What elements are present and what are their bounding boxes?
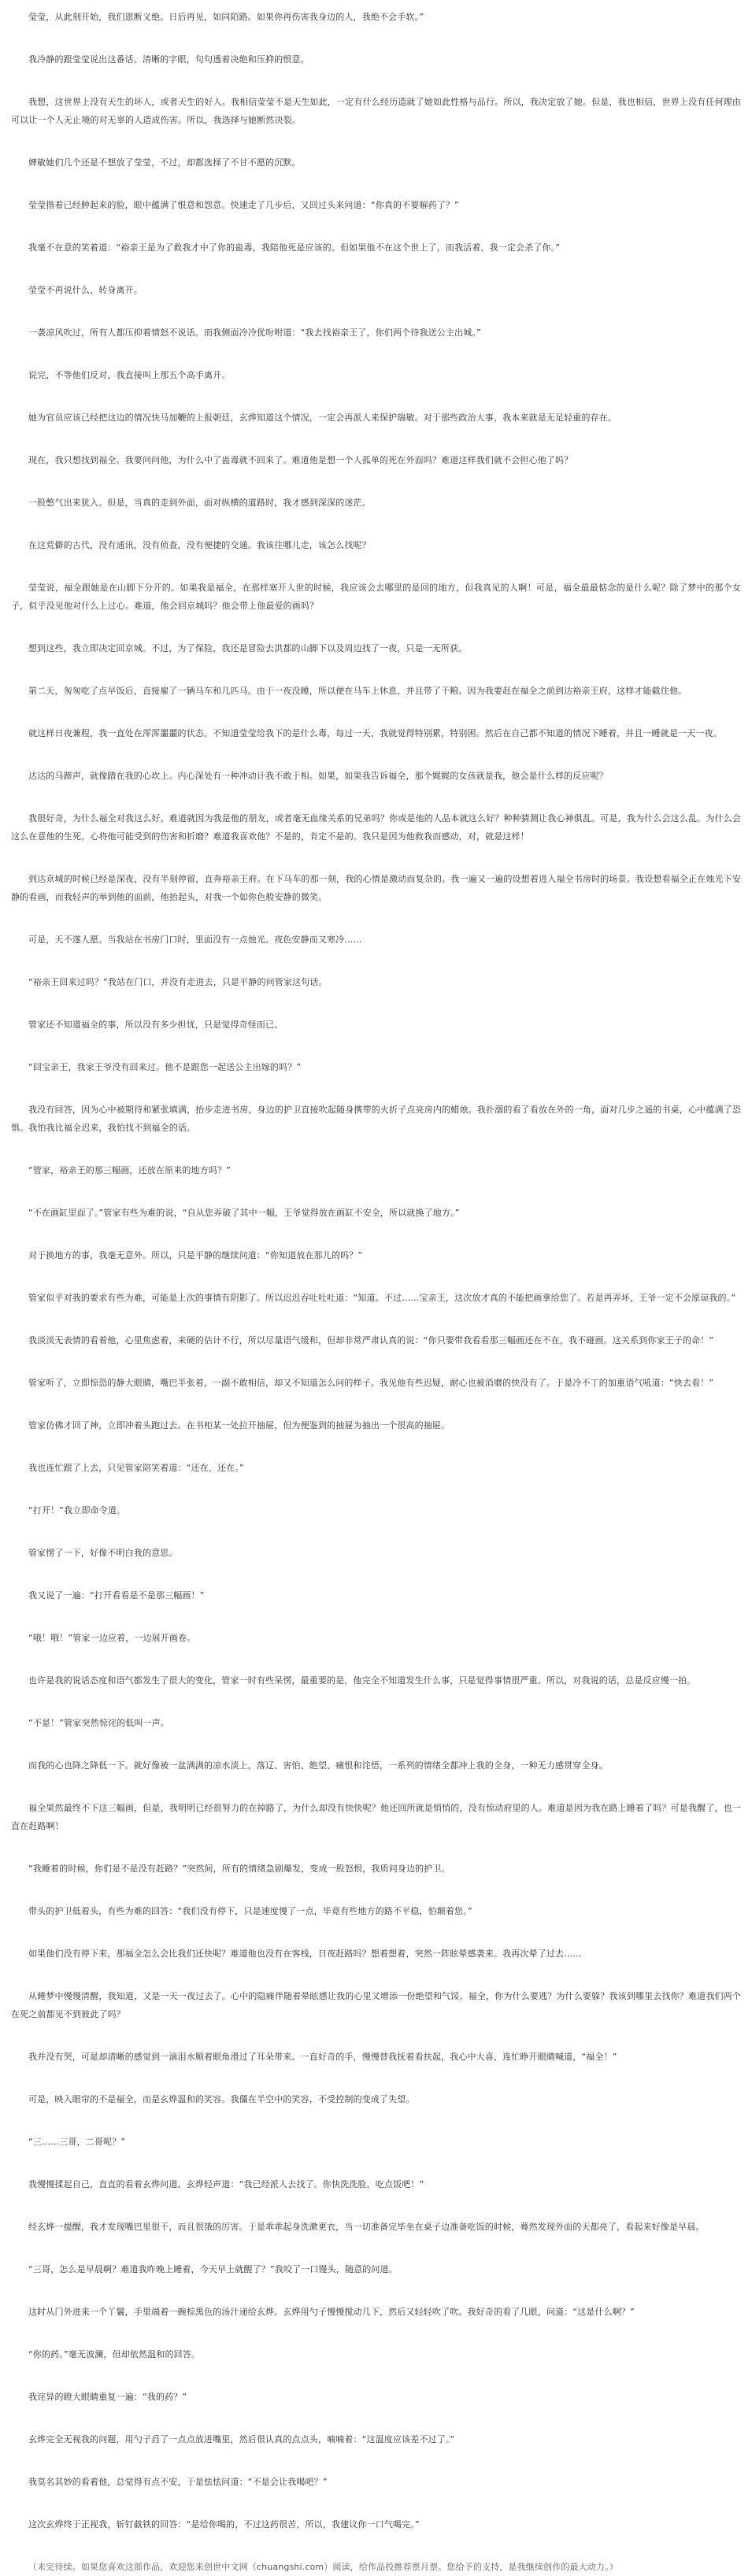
paragraph: 我并没有哭，可是却清晰的感觉到一滴泪水顺着眼角滑过了耳朵带来。一直好奇的手，慢慢替我抚着看扶起，我心中大喜，连忙睁开眼睛喊道，“福全！”: [28, 2052, 617, 2062]
paragraph: 我莫名其妙的看着他，总觉得有点不安，于是怯怯问道：“不是会让我喝吧？”: [28, 2477, 328, 2487]
paragraph: 达达的马蹄声，就像踏在我的心坎上。内心深处有一种冲动计我不敢于相。如果，如果我告诉福全，那个娓娓的女孩就是我，他会是什么样的反应呢？: [28, 771, 608, 781]
paragraph: 管家听了，立即惊恐的静大眼睛，嘴巴半张着，一副不敢相信，却又不知道怎么问的样子。我见他有些迟疑，耐心也被消磨的快没有了。于是冷不丁的加重语气吼道：“快去看！”: [28, 1378, 714, 1388]
paragraph: 莹莹，从此刻开始，我们恩断义绝。日后再见，如同陌路。如果你再伤害我身边的人，我绝不会手软。”: [28, 12, 424, 22]
paragraph: 我想，这世界上没有天生的坏人，或者天生的好人。我相信莹莹不是天生如此，一定有什么经历造就了她如此性格与品行。所以，我决定放了她。但是，我也相信，世界上没有任何理由可以让一个人无止境的对无辜的人造成伤害。所以，我选择与她断然决裂。: [11, 97, 741, 125]
paragraph: 现在，我只想找到福全。我要问问他，为什么中了蛊毒就不回来了。难道他是想一个人孤单的死在外面吗？难道这样我们就不会担心他了吗？: [28, 455, 573, 465]
paragraph: 从睡梦中慢慢清醒，我知道，又是一天一夜过去了。心中的隐痛伴随着晕眩感让我的心里又增添一份绝望和气馁。福全，你为什么要逃？为什么要躲？我该到哪里去找你？难道我们两个在死之前都见不到彼此了吗？: [11, 1991, 741, 2019]
paragraph: “哦！哦！”管家一边应着，一边展开画卷。: [28, 1633, 196, 1643]
paragraph: 一股憋气出来犹入。但是，当真的走到外面，面对纵横的道路时，我才感到深深的迷茫。: [28, 498, 371, 508]
paragraph: 莹莹不再说什么，转身离开。: [28, 285, 143, 295]
paragraph: 经玄烨一提醒，我才发现嘴巴里很干，而且很饿的厉害。于是乖乖起身洗漱更衣，当一切准备完毕坐在桌子边准备吃饭的时候，蓦然发现外面的天都亮了，看起来好像是早晨。: [28, 2222, 705, 2232]
paragraph: 我也连忙跟了上去，只见管家陪笑着道：“还在，还在。”: [28, 1463, 244, 1473]
paragraph: 我冷静的跟莹莹说出这番话。清晰的字眼，句句透着决绝和压抑的恨意。: [28, 54, 309, 65]
paragraph: “不是！”管家突然惊诧的低叫一声。: [28, 1718, 169, 1728]
paragraph: “回宝亲王，我家王爷没有回来过。他不是跟您一起送公主出嫁的吗？”: [28, 1062, 302, 1072]
paragraph: 一袭凉风吹过，所有人都压抑着情怒不说话。而我侧面冷冷优吩咐道：“我去找裕亲王了，你们两个待我送公主出城。”: [28, 328, 481, 338]
paragraph: 对于换地方的事，我毫无意外。所以，只是平静的继续问道：“你知道放在那儿的吗？”: [28, 1250, 363, 1260]
paragraph: 我诧异的瞪大眼睛重复一遍：“我的药？”: [28, 2392, 187, 2402]
paragraph: “我睡着的时候，你们是不是没有赶路？”突然间，所有的情绪急剧爆发，变成一股怒恨，我质问身边的护卫。: [28, 1864, 450, 1874]
paragraph: 我慢慢揉起自己，直直的看着玄烨问道。玄烨轻声道：“我已经派人去找了。你快洗洗脸，吃点饭吧！”: [28, 2179, 424, 2189]
paragraph: 我毫不在意的笑着道：“裕亲王是为了救我才中了你的蛊毒，我陪他死是应该的。但如果他不在这个世上了，而我活着，我一定会杀了你。”: [28, 242, 561, 253]
paragraph: 想到这些，我立即决定回京城。不过，为了保险，我还是冒险去洪都的山脚下以及周边找了一夜，只是一无所获。: [28, 643, 468, 653]
paragraph: “不在画缸里面了。”管家有些为难的说，“自从您弄破了其中一幅，王爷觉得放在画缸不安全，所以就换了地方。”: [28, 1208, 460, 1218]
paragraph: 第二天，匆匆吃了点早饭后，直接雇了一辆马车和几匹马。由于一夜没睡，所以便在马车上休息，并且带了干粮。因为我要赶在福全之前到达裕亲王府，这样才能截住他。: [28, 686, 687, 696]
paragraph: 就这样日夜兼程，我一直处在浑浑噩噩的状态。不知道莹莹给我下的是什么毒，每过一天，我就觉得特别累，特别困。然后在自己都不知道的情况下睡着，并且一睡就是一天一夜。: [28, 728, 722, 738]
paragraph: “三哥，怎么是早晨啊？难道我昨晚上睡着，今天早上就醒了？”我咬了一口馒头，随意的问道。: [28, 2264, 398, 2274]
paragraph: 管家似乎对我的要求有些为难，可能是上次的事情有阴影了。所以迟迟吞吐吐吐道：“知道。不过……宝亲王，这次放才真的不能把画拿给您了。若是再弄坏，王爷一定不会原谅我的。”: [28, 1293, 736, 1303]
paragraph: 这次玄烨终于正视我，斩钉截铁的回答：“是给你喝的，不过这药很苦，所以，我建议你一口气喝完。”: [28, 2519, 420, 2530]
paragraph: “裕亲王回来过吗？”我站在门口，并没有走进去，只是平静的问管家这句话。: [28, 977, 328, 987]
paragraph: 也许是我的说话态度和语气都发生了很大的变化，管家一时有些呆愣，最重要的是，他完全不知道发生什么事，只是觉得事情很严重。所以，对我说的话，总是反应慢一拍。: [28, 1675, 696, 1686]
paragraph: “三……三哥，二哥呢？”: [28, 2137, 126, 2147]
paragraph: 管家仿佛才回了神，立即冲着头跑过去。在书柜某一处拉开抽屉，但为便鉴到的抽屉为抽出一个很高的抽屉。: [28, 1420, 450, 1430]
paragraph: 她为官员应该已经把这边的情况快马加鞭的上报朝廷，玄烨知道这个情况，一定会再派人来保护瑞敏。对于那些政治大事，我本来就是无足轻重的存在。: [28, 413, 617, 423]
paragraph: 我又说了一遍：“打开看看是不是那三幅画！”: [28, 1590, 205, 1601]
paragraph: 可是，映入眼帘的不是福全，而是玄烨温和的笑容。我僵在半空中的笑容，不受控制的变成了失望。: [28, 2094, 415, 2104]
paragraph: 带头的护卫低着头，有些为难的回答：“我们没有停下，只是速度慢了一点，毕竟有些地方的路不平稳，怕颠着您。”: [28, 1906, 472, 1916]
paragraph: 莹莹揩着已经肿起来的脸，眼中蕴满了恨意和怨意。快速走了几步后，又回过头来问道：“你真的不要解药了？”: [28, 200, 459, 210]
paragraph: 到达京城的时候已经是深夜，没有半刻停留，直奔裕亲王府。在下马车的那一刻，我的心情是激动而复杂的。我一遍又一遍的设想着进入福全书房时的场景。我设想看福全正在烛光下安静的看画，而我轻声的举到他的面前，他抬起头，对我一个如你色般安静的微笑。: [11, 874, 741, 902]
paragraph: 这时从门外进来一个丫鬟，手里端着一碗棕黑色的汤汁递给玄烨。玄烨用勺子慢慢搅动几下，然后又轻轻吹了吹。我好奇的看了几眼，问道：“这是什么啊？”: [28, 2307, 635, 2317]
paragraph: “管家，裕亲王的那三幅画，还放在原来的地方吗？”: [28, 1165, 231, 1175]
serialization-footer-note: （未完待续。如果您喜欢这部作品，欢迎您来创世中文网（chuangshi.com）阅读，给作品投推荐票月票。您给予的支持，是我继续创作的最大动力。）: [28, 2562, 618, 2572]
paragraph: 而我的心也降之降低一下。就好像被一盆满满的凉水淡上，落辽、害怕、绝望、痛恨和诧悟，一系列的情绪全都冲上我的全身，一种无力感贯穿全身。: [28, 1760, 608, 1771]
paragraph: 莹莹说，福全跟她是在山脚下分开的。如果我是福全，在那样塞开人世的时候，我应该会去哪里的是回的地方，但我真见的人啊！可是，福全最最惦念的是什么呢？除了梦中的那个女子，似乎没见他对什么上过心。难道，他会回京城吗？他会带上他最爱的画吗？: [11, 583, 741, 611]
paragraph: 我没有回答，因为心中被期待和紧张填满，抬步走进书房，身边的护卫直接吹起随身携带的火折子点亮房内的蜡烛。我扑溺的看了看放在外的一角，面对几步之遥的书桌，心中蕴满了恐惧。我怕我比福全迟来，我怕找不到福全的话。: [11, 1105, 741, 1133]
paragraph: “打开！”我立即命令道。: [28, 1505, 126, 1516]
paragraph: 我很好奇，为什么福全对我这么好。难道就因为我是他的朋友，或者毫无血缘关系的兄弟吗？你或是他的人品本就这么好？种种猜测让我心神俱乱。可是，我为什么会这么乱。为什么会这么在意他的生死。心将他可能受到的伤害和折磨？难道我喜欢他？不是的，肯定不是的。我只是因为他救我而感动，对，就是这样！: [11, 813, 741, 842]
paragraph: 如果他们没有停下来，那福全怎么会比我们还快呢？难道他也没有在客栈，日夜赶路吗？想着想着，突然一阵眩晕感袭来。我再次晕了过去……: [28, 1949, 582, 1959]
paragraph: 福全果然最终不下这三幅画，但是，我明明已经很努力的在掉路了，为什么却没有快快呢？他还回所就是悄悄的，没有惊动府里的人。难道是因为我在路上睡着了吗？可是我醒了，也一直在赶路啊！: [11, 1803, 741, 1831]
paragraph: 管家还不知道福全的事，所以没有多少担忧，只是觉得奇怪而已。: [28, 1020, 283, 1030]
paragraph: 管家愣了一下，好像不明白我的意思。: [28, 1548, 178, 1558]
paragraph: “你的药。”毫无波澜，但却依然温和的回答。: [28, 2349, 201, 2359]
paragraph: 玄烨完全无视我的问题，用勺子舀了一点点放进嘴里，然后很认真的点点头，喃喃着：“这温度应该差不过了。”: [28, 2434, 455, 2445]
paragraph: 可是，天不遂人愿。当我站在书房门口时，里面没有一点烛光。夜色安静而又寒冷……: [28, 935, 362, 945]
paragraph: 在这荒僻的古代，没有通讯，没有侦查，没有便捷的交通。我该往哪儿走，该怎么找呢？: [28, 540, 371, 550]
paragraph: 婢敏她们几个还是不想放了莹莹，不过，却都选择了不甘不愿的沉默。: [28, 157, 301, 168]
paragraph: 说完，不等他们反对，我直接叫上那五个高手离开。: [28, 370, 231, 380]
paragraph: 我淡淡无表情的看着他，心里焦虑着，来硬的估计不行，所以尽量语气缓和，但却非常严肃认真的说：“你只要带我看看那三幅画还在不在，我不碰画。这关系到你家王子的命！”: [28, 1335, 714, 1345]
